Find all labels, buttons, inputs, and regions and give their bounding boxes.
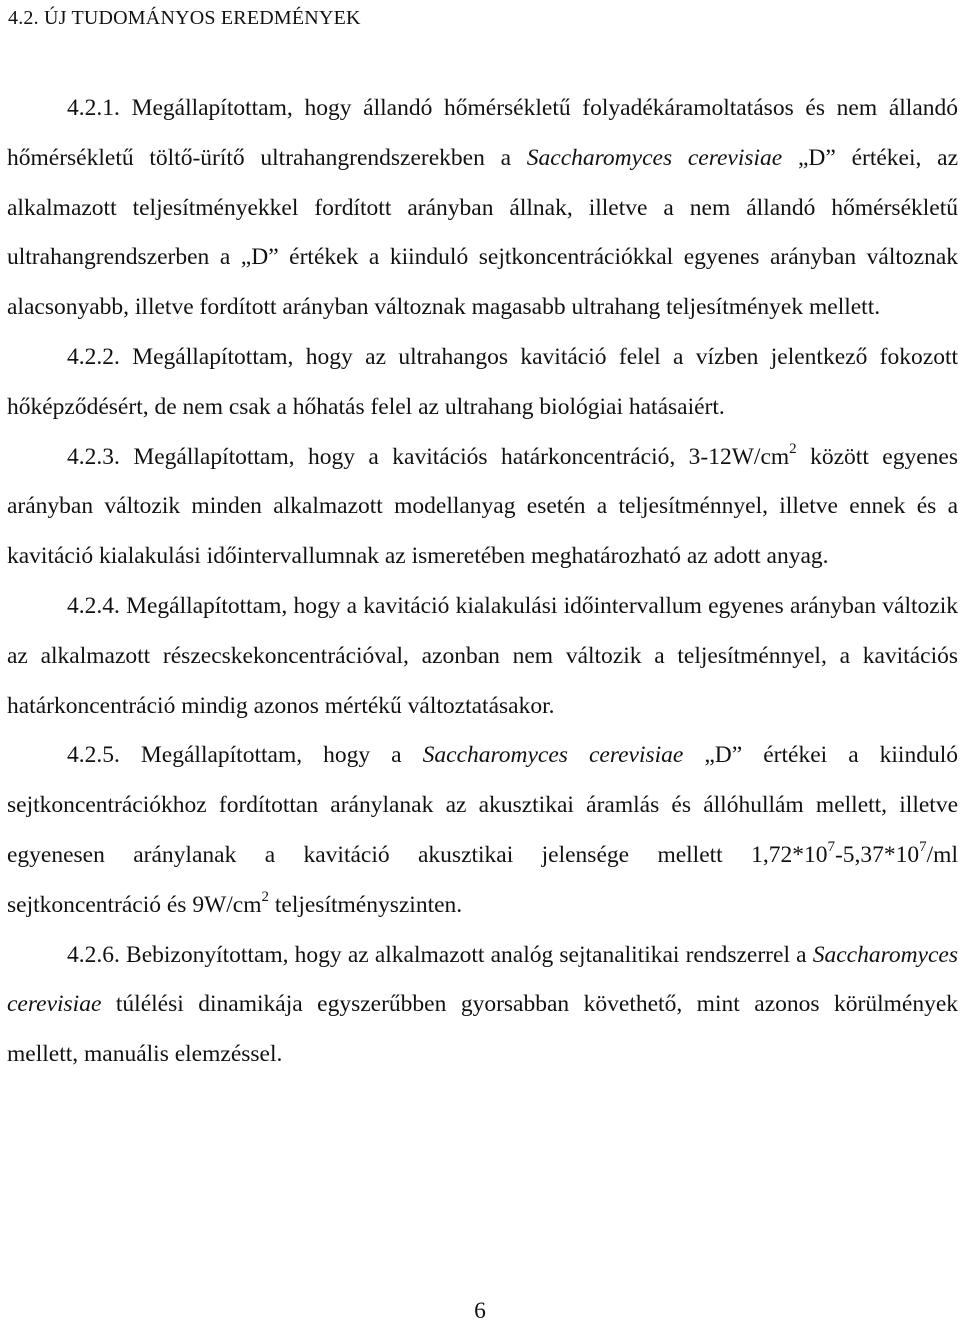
paragraph-text: /ml sejtkoncentráció és 9W/cm (7, 841, 958, 918)
paragraph-text: Megállapítottam, hogy a kavitációs határkoncentráció, 3-12W/cm (119, 443, 790, 470)
superscript: 2 (789, 440, 797, 457)
species-name: Saccharomyces cerevisiae (526, 144, 783, 171)
superscript: 2 (261, 888, 269, 905)
superscript: 7 (919, 838, 927, 855)
results-body (7, 84, 958, 1080)
paragraph-text: között egyenes arányban változik minden alkalmazott modellanyag esetén a teljesítménnyel, illetve ennek és a kavitáció kialakulási időintervallumnak az ismeretében meghatározható az adott anyag. (7, 443, 958, 570)
result-paragraph-4-2-3 (7, 433, 958, 582)
paragraph-text: -5,37*10 (834, 841, 920, 868)
paragraph-text: Megállapítottam, hogy a (119, 742, 423, 769)
paragraph-text: Megállapítottam, hogy az ultrahangos kavitáció felel a vízben jelentkező fokozott hőképződésért, de nem csak a hőhatás felel az ultrahang biológiai hatásaiért. (7, 343, 958, 420)
page-number: 6 (474, 1298, 486, 1324)
superscript: 7 (827, 838, 835, 855)
paragraph-text: teljesítményszinten. (268, 891, 463, 918)
paragraph-number: 4.2.3. (67, 443, 120, 470)
paragraph-text: túlélési dinamikája egyszerűbben gyorsabban követhető, mint azonos körülmények mellett, manuális elemzéssel. (7, 991, 958, 1068)
species-name: Saccharomyces cerevisiae (422, 742, 684, 769)
section-heading: 4.2. ÚJ TUDOMÁNYOS EREDMÉNYEK (8, 7, 361, 29)
species-name: Saccharomyces cerevisiae (7, 941, 958, 1018)
paragraph-number: 4.2.4. (67, 592, 120, 619)
result-paragraph-4-2-1 (7, 84, 958, 333)
paragraph-text: „D” értékei, az alkalmazott teljesítményekkel fordított arányban állnak, illetve a nem állandó hőmérsékletű ultrahangrendszerben a „D” értékek a kiinduló sejtkoncentrációkkal egyenes arányban változnak alacsonyabb, illetve fordított arányban változnak magasabb ultrahang teljesítmények mellett. (7, 144, 958, 321)
result-paragraph-4-2-4 (7, 582, 958, 731)
result-paragraph-4-2-2 (7, 333, 958, 433)
paragraph-text: „D” értékei a kiinduló sejtkoncentrációkhoz fordítottan aránylanak az akusztikai áramlás és állóhullám mellett, illetve egyenesen aránylanak a kavitáció akusztikai jelensége mellett 1,72*10 (7, 742, 958, 868)
paragraph-number: 4.2.2. (67, 343, 120, 370)
result-paragraph-4-2-6 (7, 931, 958, 1080)
paragraph-text: Bebizonyítottam, hogy az alkalmazott analóg sejtanalitikai rendszerrel a (119, 941, 813, 968)
paragraph-text: Megállapítottam, hogy a kavitáció kialakulási időintervallum egyenes arányban változik az alkalmazott részecskekoncentrációval, azonban nem változik a teljesítménnyel, a kavitációs határkoncentráció mindig azonos mértékű változtatásakor. (7, 592, 958, 719)
result-paragraph-4-2-5 (7, 731, 958, 930)
paragraph-number: 4.2.1. (67, 95, 120, 121)
paragraph-number: 4.2.6. (67, 941, 120, 968)
paragraph-text: Megállapítottam, hogy állandó hőmérsékletű folyadékáramoltatásos és nem állandó hőmérsékletű töltő-ürítő ultrahangrendszerekben a (7, 95, 958, 171)
paragraph-number: 4.2.5. (67, 742, 120, 769)
